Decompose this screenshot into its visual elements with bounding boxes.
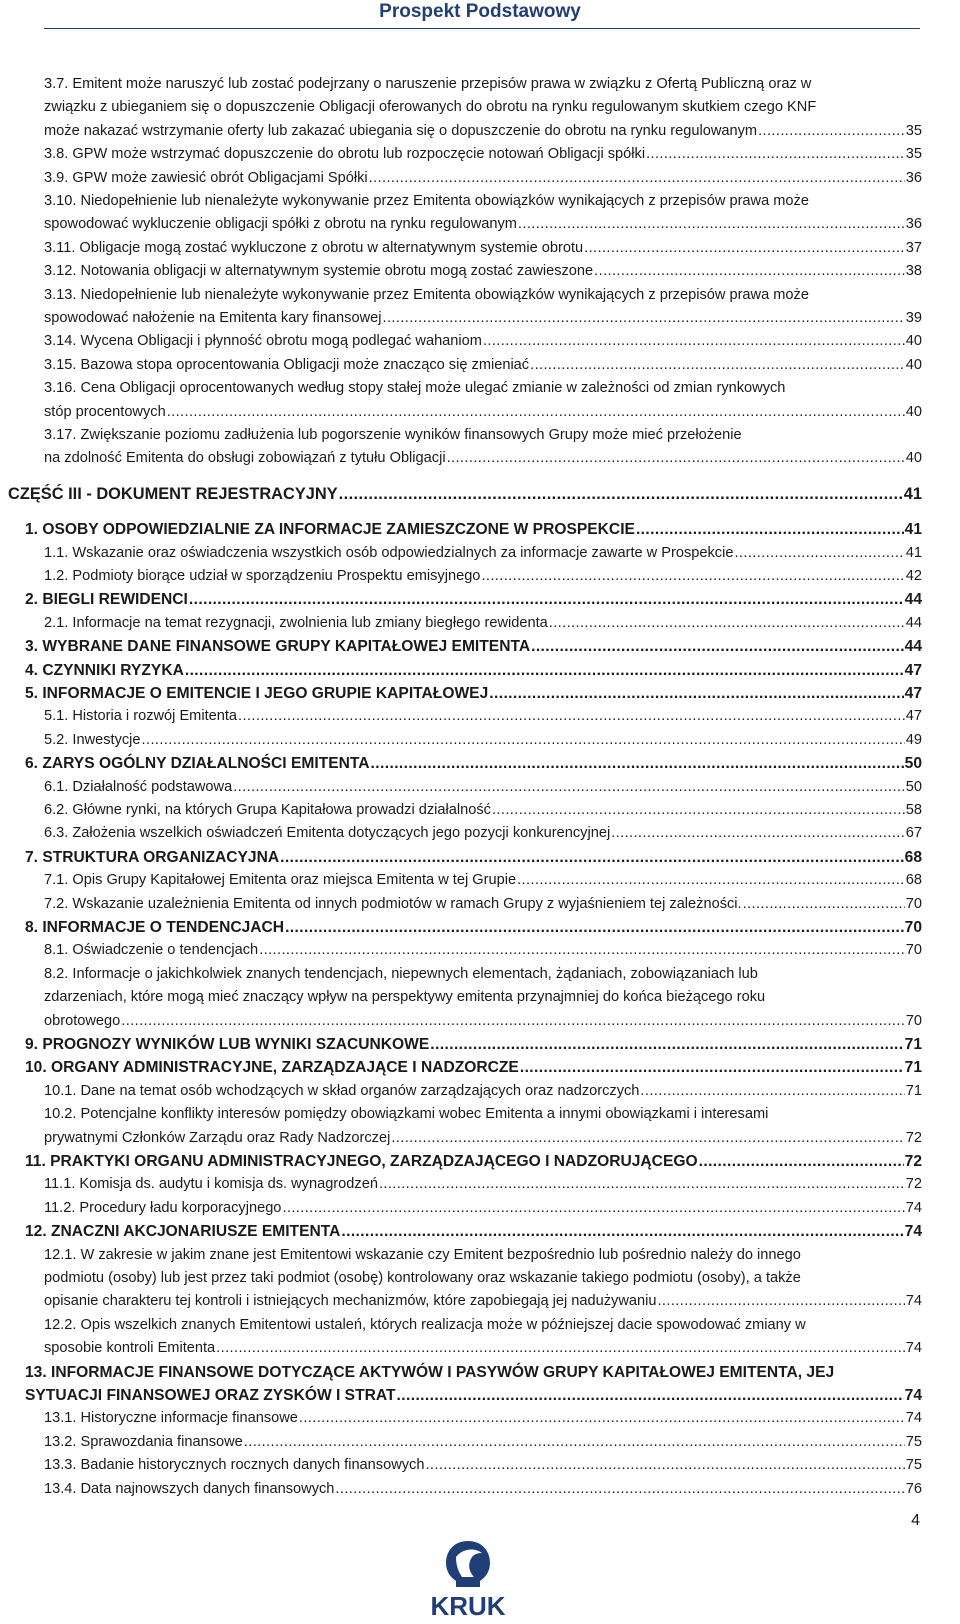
dot-leader — [611, 822, 905, 845]
toc-page-number: 68 — [905, 872, 922, 889]
toc-entry-text: 3.16. Cena Obligacji oprocentowanych według stopy stałej może ulegać zmianie w zależności od zmian rynkowych — [44, 380, 786, 397]
toc-entry[interactable] — [44, 167, 922, 190]
toc-entry-text: spowodować nałożenie na Emitenta kary finansowej — [44, 309, 382, 326]
dot-leader — [520, 1056, 904, 1079]
toc-entry[interactable] — [44, 424, 922, 471]
dot-leader — [549, 612, 905, 635]
toc-entry[interactable] — [44, 143, 922, 166]
toc-entry-text: obrotowego — [44, 1012, 121, 1029]
dot-leader — [369, 167, 905, 190]
toc-page-number: 74 — [904, 1386, 922, 1404]
toc-entry-text: 12.1. W zakresie w jakim znane jest Emitentowi wskazanie czy Emitent bezpośrednio lub pośrednio należy do innego — [44, 1246, 801, 1263]
toc-entry[interactable] — [44, 377, 922, 424]
dot-leader — [518, 213, 905, 236]
toc-entry-text: 3.17. Zwiększanie poziomu zadłużenia lub pogorszenie wyników finansowych Grupy może mieć przełożenie — [44, 427, 742, 443]
toc-entry-text: 3.11. Obligacje mogą zostać wykluczone z obrotu w alternatywnym systemie obrotu — [44, 239, 584, 256]
toc-entry-text: 11. PRAKTYKI ORGANU ADMINISTRACYJNEGO, ZARZĄDZAJĄCEGO I NADZORUJĄCEGO — [25, 1153, 698, 1170]
toc-page-number: 39 — [905, 309, 922, 326]
toc-entry[interactable] — [44, 237, 922, 260]
dot-leader — [233, 776, 905, 799]
toc-page-number: 35 — [905, 146, 922, 163]
toc-page-number: 41 — [904, 521, 922, 539]
toc-entry-text: 3.14. Wycena Obligacji i płynność obrotu mogą podlegać wahaniom — [44, 333, 482, 350]
toc-entry-text: prywatnymi Członków Zarządu oraz Rady Nadzorczej — [44, 1129, 391, 1146]
toc-page-number: 71 — [904, 1036, 922, 1053]
toc-entry-text: 8. INFORMACJE O TENDENCJACH — [25, 919, 285, 936]
toc-entry-text: 5.1. Historia i rozwój Emitenta — [44, 708, 238, 725]
dot-leader — [640, 1080, 904, 1103]
toc-entry-text: 3.9. GPW może zawiesić obrót Obligacjami Spółki — [44, 169, 368, 186]
toc-page-number: 76 — [905, 1480, 922, 1497]
toc-page-number: 70 — [905, 1012, 922, 1029]
toc-entry[interactable] — [44, 705, 922, 728]
dot-leader — [121, 1010, 904, 1033]
toc-entry[interactable] — [44, 330, 922, 353]
toc-page-number: 42 — [905, 568, 922, 584]
toc-entry[interactable] — [44, 612, 922, 635]
toc-entry[interactable] — [44, 799, 922, 822]
toc-page-number: 58 — [905, 802, 922, 818]
toc-entry[interactable] — [25, 1033, 922, 1056]
toc-entry-text: 13.3. Badanie historycznych rocznych danych finansowych — [44, 1457, 425, 1474]
toc-entry-text: 5. INFORMACJE O EMITENCIE I JEGO GRUPIE KAPITAŁOWEJ — [25, 685, 489, 702]
toc-entry[interactable] — [25, 916, 922, 939]
toc-page-number: 72 — [905, 1129, 922, 1146]
dot-leader — [447, 447, 905, 470]
toc-entry[interactable] — [44, 729, 922, 752]
dot-leader — [657, 1290, 904, 1313]
toc-page-number: 74 — [905, 1199, 922, 1216]
toc-entry[interactable] — [44, 190, 922, 237]
toc-page-number: 75 — [905, 1433, 922, 1450]
toc-entry-text: 8.1. Oświadczenie o tendencjach — [44, 942, 259, 959]
header-divider — [44, 28, 920, 29]
toc-entry-text: 11.1. Komisja ds. audytu i komisja ds. wynagrodzeń — [44, 1176, 378, 1193]
toc-entry-text: 13.2. Sprawozdania finansowe — [44, 1433, 243, 1450]
toc-page-number: 47 — [904, 661, 922, 679]
toc-entry[interactable] — [44, 869, 922, 892]
toc-page-number: 44 — [904, 591, 922, 609]
toc-entry[interactable] — [25, 752, 922, 775]
toc-page-number: 49 — [905, 731, 922, 748]
toc-entry-text: 13.4. Data najnowszych danych finansowych — [44, 1480, 335, 1497]
toc-page-number: 68 — [904, 848, 922, 866]
toc-page-number: 41 — [903, 484, 922, 503]
toc-entry[interactable] — [25, 659, 922, 682]
toc-entry-text: 12.2. Opis wszelkich znanych Emitentowi ustaleń, których realizacja może w późniejszej dacie spowodować zmiany w — [44, 1316, 806, 1333]
toc-entry-text: 1.1. Wskazanie oraz oświadczenia wszystkich osób odpowiedzialnych za informacje zawarte w Prospekcie — [44, 544, 734, 561]
toc-entry-text: 2. BIEGLI REWIDENCI — [25, 591, 188, 609]
toc-entry[interactable] — [44, 776, 922, 799]
dot-leader — [280, 846, 904, 869]
toc-entry-text: 13. INFORMACJE FINANSOWE DOTYCZĄCE AKTYWÓW I PASYWÓW GRUPY KAPITAŁOWEJ EMITENTA, JEJ — [25, 1363, 835, 1381]
toc-entry[interactable] — [25, 1056, 922, 1079]
toc-entry-text: 9. PROGNOZY WYNIKÓW LUB WYNIKI SZACUNKOWE — [25, 1036, 430, 1053]
toc-entry[interactable] — [44, 1080, 922, 1103]
dot-leader — [758, 120, 905, 143]
dot-leader — [238, 705, 905, 728]
toc-entry-text: 10.1. Dane na temat osób wchodzących w skład organów zarządzających oraz nadzorczych — [44, 1082, 640, 1099]
dot-leader — [216, 1337, 905, 1360]
toc-entry-text: na zdolność Emitenta do obsługi zobowiązań z tytułu Obligacji — [44, 450, 446, 467]
toc-entry-text: 3.10. Niedopełnienie lub nienależyte wykonywanie przez Emitenta obowiązków wynikających z przepisów prawa może — [44, 193, 809, 209]
dot-leader — [244, 1431, 905, 1454]
dot-leader — [489, 682, 903, 705]
toc-entry[interactable] — [8, 483, 922, 506]
toc-entry-text: spowodować wykluczenie obligacji spółki z obrotu na rynku regulowanym — [44, 216, 517, 233]
toc-page-number: 37 — [905, 239, 922, 256]
toc-entry-text: stóp procentowych — [44, 403, 166, 420]
toc-page-number: 74 — [905, 1410, 922, 1427]
toc-page-number: 36 — [905, 216, 922, 233]
toc-entry-text: 6. ZARYS OGÓLNY DZIAŁALNOŚCI EMITENTA — [25, 755, 370, 773]
dot-leader — [335, 1478, 904, 1501]
toc-entry-text: 11.2. Procedury ładu korporacyjnego — [44, 1199, 282, 1216]
toc-entry-text: 3.12. Notowania obligacji w alternatywnym systemie obrotu mogą zostać zawieszone — [44, 263, 594, 280]
logo-wordmark: KRUK — [430, 1591, 506, 1619]
toc-entry[interactable] — [44, 1173, 922, 1196]
toc-page-number: 40 — [905, 450, 922, 467]
toc-page-number: 72 — [904, 1153, 922, 1170]
toc-entry[interactable] — [44, 1197, 922, 1220]
dot-leader — [382, 307, 904, 330]
toc-page-number: 40 — [905, 403, 922, 420]
toc-entry[interactable] — [44, 260, 922, 283]
toc-entry[interactable] — [25, 1361, 922, 1408]
toc-entry[interactable] — [44, 73, 922, 143]
dot-leader — [425, 1454, 904, 1477]
toc-entry[interactable] — [44, 963, 922, 1033]
dot-leader — [481, 565, 904, 588]
toc-entry-text: 3.7. Emitent może naruszyć lub zostać podejrzany o naruszenie przepisów prawa w związku z Ofertą Publiczną oraz w — [44, 76, 812, 92]
toc-entry-text: zdarzeniach, które mogą mieć znaczący wpływ na perspektywy emitenta przynajmniej do końca bieżącego roku — [44, 989, 766, 1006]
dot-leader — [285, 916, 904, 939]
toc-entry-text: 8.2. Informacje o jakichkolwiek znanych tendencjach, niepewnych elementach, żądaniach, zobowiązaniach lub — [44, 965, 758, 982]
dot-leader — [259, 939, 905, 962]
toc-entry-text: 1. OSOBY ODPOWIEDZIALNIE ZA INFORMACJE ZAMIESZCZONE W PROSPEKCIE — [25, 521, 635, 539]
toc-entry-text: może nakazać wstrzymanie oferty lub zakazać ubiegania się o dopuszczenie do obrotu na rynku regulowanym — [44, 122, 758, 139]
dot-leader — [379, 1173, 905, 1196]
toc-page-number: 38 — [905, 263, 922, 280]
toc-page-number: 50 — [905, 778, 922, 795]
dot-leader — [189, 588, 904, 611]
toc-entry-text: 3. WYBRANE DANE FINANSOWE GRUPY KAPITAŁOWEJ EMITENTA — [25, 638, 531, 656]
toc-entry[interactable] — [44, 939, 922, 962]
toc-entry[interactable] — [44, 565, 922, 588]
toc-page-number: 74 — [904, 1223, 922, 1241]
toc-page-number: 74 — [905, 1293, 922, 1310]
dot-leader — [531, 635, 904, 658]
toc-page-number: 72 — [905, 1176, 922, 1193]
dot-leader — [397, 1384, 904, 1407]
toc-entry[interactable] — [25, 635, 922, 658]
toc-entry-text: 13.1. Historyczne informacje finansowe — [44, 1410, 298, 1427]
page-header — [0, 0, 960, 28]
toc-page-number: 44 — [904, 638, 922, 656]
toc-entry[interactable] — [44, 1454, 922, 1477]
toc-entry[interactable] — [44, 1244, 922, 1314]
toc-page-number: 70 — [905, 895, 922, 912]
toc-entry-text: 10. ORGANY ADMINISTRACYJNE, ZARZĄDZAJĄCE I NADZORCZE — [25, 1059, 519, 1077]
toc-page-number: 40 — [905, 333, 922, 350]
toc-entry-text: 6.1. Działalność podstawowa — [44, 778, 233, 795]
toc-page-number: 41 — [905, 544, 922, 561]
toc-entry-text: podmiotu (osoby) lub jest przez taki podmiot (osobę) kontrolowany oraz wskazanie takiego podmiotu (osoby), a także — [44, 1269, 801, 1286]
toc-page-number: 50 — [904, 755, 922, 773]
toc-entry[interactable] — [25, 518, 922, 541]
dot-leader — [282, 1197, 904, 1220]
toc-entry-text: 7. STRUKTURA ORGANIZACYJNA — [25, 848, 280, 866]
dot-leader — [341, 1220, 903, 1243]
toc-entry[interactable] — [44, 1407, 922, 1430]
toc-entry-text: 4. CZYNNIKI RYZYKA — [25, 661, 184, 679]
dot-leader — [636, 518, 904, 541]
toc-entry-text: SYTUACJI FINANSOWEJ ORAZ ZYSKÓW I STRAT — [25, 1386, 396, 1404]
toc-entry[interactable] — [25, 682, 922, 705]
toc-entry-text: 7.2. Wskazanie uzależnienia Emitenta od innych podmiotów w ramach Grupy z wyjaśnieniem tej zależności. — [44, 895, 742, 912]
toc-entry[interactable] — [25, 588, 922, 611]
dot-leader — [299, 1407, 905, 1430]
toc-entry-text: 3.13. Niedopełnienie lub nienależyte wykonywanie przez Emitenta obowiązków wynikających z przepisów prawa może — [44, 286, 809, 303]
toc-entry-text: 5.2. Inwestycje — [44, 731, 141, 748]
toc-entry[interactable] — [44, 893, 922, 916]
dot-leader — [743, 893, 905, 916]
dot-leader — [699, 1150, 904, 1173]
dot-leader — [339, 483, 903, 506]
dot-leader — [492, 799, 905, 822]
toc-entry-text: 6.3. Założenia wszelkich oświadczeń Emitenta dotyczących jego pozycji konkurencyjnej — [44, 825, 611, 842]
toc-entry[interactable] — [25, 846, 922, 869]
dot-leader — [185, 659, 904, 682]
dot-leader — [371, 752, 904, 775]
toc-entry[interactable] — [44, 284, 922, 331]
toc-page-number: 74 — [905, 1340, 922, 1357]
dot-leader — [167, 401, 905, 424]
toc-entry-text: 2.1. Informacje na temat rezygnacji, zwolnienia lub zmiany biegłego rewidenta — [44, 614, 548, 631]
toc-entry-text: 3.15. Bazowa stopa oprocentowania Obligacji może znacząco się zmieniać — [44, 356, 530, 373]
dot-leader — [430, 1033, 903, 1056]
toc-entry-text: 10.2. Potencjalne konflikty interesów pomiędzy obowiązkami wobec Emitenta a innymi obowiązkami i interesami — [44, 1106, 769, 1123]
toc-page-number: 71 — [905, 1082, 922, 1099]
toc-page-number: 70 — [904, 919, 922, 936]
toc-entry[interactable] — [25, 1150, 922, 1173]
dot-leader — [594, 260, 905, 283]
toc-page-number: 47 — [905, 708, 922, 725]
toc-page-number: 47 — [904, 685, 922, 702]
toc-entry[interactable] — [44, 1431, 922, 1454]
document-title: Prospekt Podstawowy — [379, 1, 581, 22]
dot-leader — [391, 1127, 904, 1150]
toc-entry-text: opisanie charakteru tej kontroli i istniejących mechanizmów, które zapobiegają jej nadużywaniu — [44, 1293, 657, 1310]
dot-leader — [734, 542, 904, 565]
toc-entry-text: 7.1. Opis Grupy Kapitałowej Emitenta oraz miejsca Emitenta w tej Grupie — [44, 872, 517, 889]
toc-page-number: 71 — [904, 1059, 922, 1077]
toc-entry[interactable] — [44, 822, 922, 845]
toc-page-number: 36 — [905, 169, 922, 186]
toc-entry[interactable] — [44, 1103, 922, 1150]
toc-page-number: 75 — [905, 1457, 922, 1474]
toc-entry-text: 12. ZNACZNI AKCJONARIUSZE EMITENTA — [25, 1223, 341, 1241]
toc-entry[interactable] — [44, 1314, 922, 1361]
toc-entry[interactable] — [44, 542, 922, 565]
toc-entry-text: 6.2. Główne rynki, na których Grupa Kapitałowa prowadzi działalność — [44, 802, 491, 818]
dot-leader — [646, 143, 905, 166]
toc-page-number: 40 — [905, 356, 922, 373]
toc-entry[interactable] — [44, 354, 922, 377]
toc-page-number: 67 — [905, 825, 922, 842]
toc-page-number: 44 — [905, 614, 922, 631]
dot-leader — [517, 869, 905, 892]
toc-page-number: 35 — [905, 122, 922, 139]
toc-entry-text: 3.8. GPW może wstrzymać dopuszczenie do obrotu lub rozpoczęcie notowań Obligacji spółki — [44, 146, 646, 163]
toc-entry-text: związku z ubieganiem się o dopuszczenie Obligacji oferowanych do obrotu na rynku regulowanym skutkiem czego KNF — [44, 99, 817, 116]
dot-leader — [483, 330, 905, 353]
dot-leader — [530, 354, 905, 377]
page-number: 4 — [911, 1512, 920, 1529]
dot-leader — [142, 729, 905, 752]
toc-entry-text: 1.2. Podmioty biorące udział w sporządzeniu Prospektu emisyjnego — [44, 568, 481, 584]
toc-entry[interactable] — [44, 1478, 922, 1501]
dot-leader — [584, 237, 905, 260]
toc-page-number: 70 — [905, 942, 922, 959]
toc-entry-text: CZĘŚĆ III - DOKUMENT REJESTRACYJNY — [8, 484, 338, 503]
kruk-logo — [426, 1537, 510, 1619]
toc-entry[interactable] — [25, 1220, 922, 1243]
toc-entry-text: sposobie kontroli Emitenta — [44, 1340, 216, 1357]
